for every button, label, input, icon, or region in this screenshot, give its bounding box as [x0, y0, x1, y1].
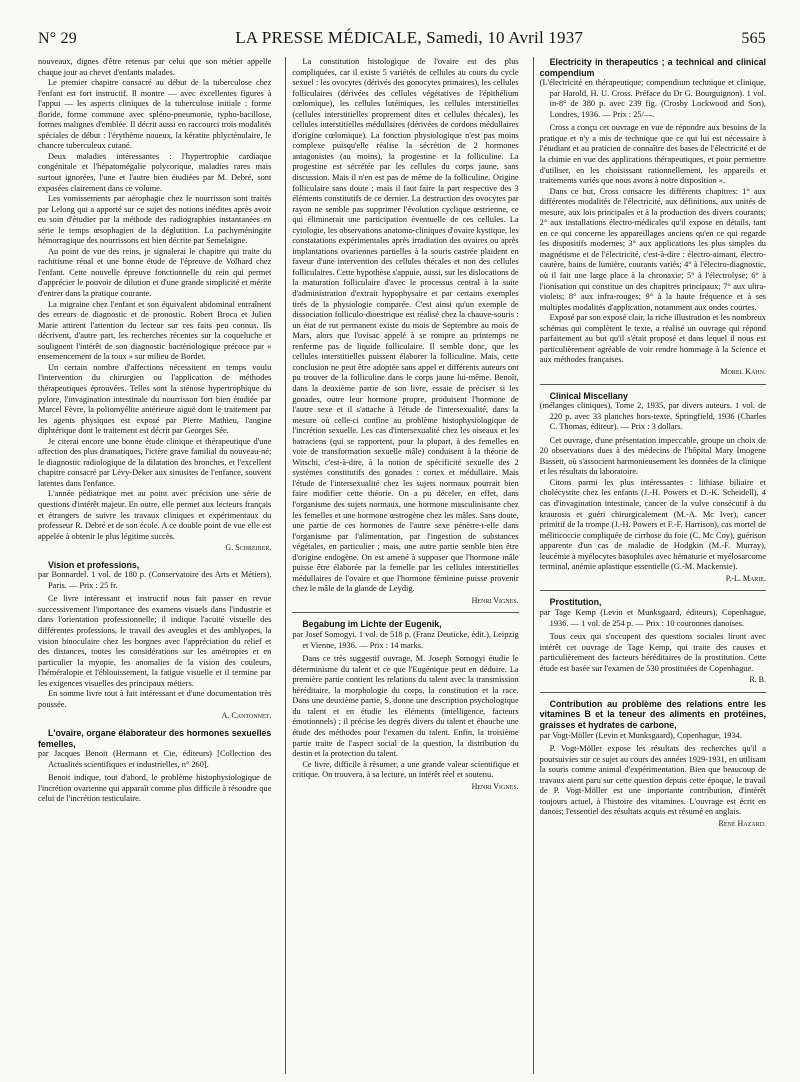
paragraph: La constitution histologique de l'ovaire est des plus compliquées, car il existe 5 variétés de cellules au cours du cycle sexuel : les ovocytes (dérivés des gonocytes primaires), les cellules folliculaires (dérivées des cellules végétatives de l'épithélium cœlomique), les cellules lutéiniques, les cellules interstitielles (cellules interstitielles proprement dites et cellules thécales), les cellules interstitielles médullaires (dérivées de cordons médullaires d'origine cœlomique). La fonction physiologique n'est pas moins complexe puisqu'elle réalise la sécrétion de 2 hormones antagonistes (au moins), la progestine et la folliculine. La progestine est sécrétée par les cellules du corps jaune, sans discussion. Mais il n'en est pas de même de la folliculine. Origine folliculaire sans doute ; mais il faut faire la part respective des 3 éléments constitutifs de ce dernier. La destruction des ovocytes par rayon ne semble pas supprimer l'évolution cyclique œstrienne, ce qui éliminerait une participation éventuelle de ces cellules. La cytologie, les observations anatomo-cliniques d'ovaire kystique, les constatations expérimentales après irradiation des ovaires ou après implantations ovariennes partielles à la souris castrée plaident en faveur d'une intervention des cellules thécales et non des cellules folliculaires. Cette hypothèse s'appuie, aussi, sur les dislocations de la maturation folliculaire d'avec le processus central à la suite d'administration d'extrait hypophysaire et par certains exemples tirés de la physiologie comparée. C'est ainsi qu'un exemple de dissociation folliculo-dioestrique est réalisé chez la chauve-souris : un état de rut permanent existe du mois de Septembre au mois de Mars, alors que l'ovisac appelé à se rompre au printemps ne renferme pas de liquide folliculaire. Il semble donc, que les cellules interstitielles puissent élaborer la folliculine. Mais, cette conclusion ne peut être adoptée sans appel et différents auteurs ont pu trouver de la folliculine dans le corps jaune lui-même. Benoît, dans la deuxième partie de son livre, essaie de préciser si les gonades, outre leur hormone propre, produisent l'hormone de l'autre sexe et il s'attache à l'étude de l'intersexualité, dans la mesure où celle-ci confine au problème histophysiologique de l'incrétion sexuelle. Les cas d'intersexualité chez les oiseaux et les batraciens (qui se rapportent, pour la plupart, à des femelles en voie de transformation sexuelle mâle) conduisent à la théorie de Witschi, c'est-à-dire, à la notion de spécificité sexuelle des 2 systèmes constitutifs des gonades : cortex et médullaire. Mais l'étude de l'intersexualité chez les sujets normaux pourrait bien faire modifier cette théorie. On a pu déceler, en effet, dans l'organisme des sujets normaux, une hormone masculinisante chez les femelles et une hormone œstrogène chez les mâles. Sans doute, une partie de ces hormones de l'autre sexe pénètre-t-elle dans l'organisme par l'alimentation, par l'ingestion de substances végétales, en particulier ; mais, une autre partie semble bien être d'origine endogène. On est amené à supposer que l'hormone mâle puisse être élaborée par la femelle par les cellules interstitielles médullaires de l'ovaire et que l'hormone féminine puisse provenir chez le mâle de la glande de Leydig.: [292, 57, 519, 594]
review-prostitution: [540, 597, 766, 685]
section-divider: [540, 692, 766, 693]
page-number: 565: [741, 30, 766, 47]
column-1: [38, 57, 271, 1074]
review-bibliography: par Jacques Benoit (Hermann et Cie, éditeurs) [Collection des Actualités scientifiques et industrielles, n° 260].: [38, 749, 272, 769]
review-title: Prostitution,: [549, 597, 602, 608]
paragraph: Ce livre intéressant et instructif nous fait passer en revue successivement l'importance des examens visuels dans l'industrie et dans l'orientation professionnelle; il indique l'acuité visuelle des différentes professions, le travail des aveugles et des amblyopes, la vision binoculaire chez les borgnes avec l'appréciation du relief et des distances, toutes les considérations sur les amétropies et en particulier la myopie, les anomalies de la vision des couleurs, l'héméralopie et l'éblouissement, la fatigue visuelle et il termine par les exigences visuelles des principaux métiers.: [38, 594, 272, 688]
paragraph: Exposé par son exposé clair, la riche illustration et les nombreux schémas qui complètent le texte, a réalisé un ouvrage qui répond parfaitement au but qu'il s'était proposé et dans lequel il nous est particulièrement agréable de voir rendre hommage à la Science et aux méthodes françaises.: [539, 313, 766, 365]
section-divider: [540, 590, 766, 591]
paragraph: Les vomissements par aérophagie chez le nourrisson sont traités par Lelong qui a apporté sur ce sujet des notions inédites après avoir eu soin d'étudier par la méthode des radiographies instantanées en série le temps œsophagien de la déglutition. La pachyméningite hémorragique des nourrissons est bien décrite par Semelaigne.: [38, 194, 272, 246]
paragraph: Tous ceux qui s'occupent des questions sociales liront avec intérêt cet ouvrage de Tage Kemp, qui traite des causes et particulièrement des facteurs héréditaires de la prostitution. Cette étude est basée sur l'examen de 530 prostituées de Copenhague.: [539, 632, 766, 673]
paragraph: En somme livre tout à fait intéressant et d'une documentation très poussée.: [38, 689, 272, 709]
review-vitamines: [540, 699, 766, 830]
paragraph: Citons parmi les plus intéressantes : lithiase biliaire et cholécystite chez les enfants (J.-H. Powers et D.-K. Scheidell), 4 cas d'invagination intestinale, cancer de la vulve consécutif à du kraurosis et guéri chirurgicalement (M.-A. Mc Iver), cancer primitif de la trompe (J.-H. Powers et F.-F. Harrison), cas mortel de méliticoccie compliquée de cirrhose du foie (C. Mc Coy), guérison apparente d'un cas de maladie de Hodgkin (M.-F. Murray), leucémie à myélocytes basophiles avec hématurie et myélosarcome terminal, anémie aplastique essentielle (G.-M. Mackensie).: [539, 477, 766, 572]
review-bibliography: par Josef Somogyi. 1 vol. de 518 p. (Franz Deuticke, édit.), Leipzig et Vienne, 1936. — Prix : 14 marks.: [292, 630, 519, 650]
paragraph: nouveaux, dignes d'être retenus par celui que son métier appelle chaque jour au chevet d'enfants malades.: [38, 57, 272, 77]
review-title: Begabung im Lichte der Eugenik,: [302, 619, 442, 630]
review-title: L'ovaire, organe élaborateur des hormones sexuelles femelles,: [38, 727, 272, 749]
review-title: Vision et professions,: [48, 559, 140, 570]
review-bibliography: par Tage Kemp (Levin et Munksgaard, éditeurs), Copenhague, 1936. — 1 vol. de 254 p. — Prix : 10 couronnes danoises.: [539, 607, 766, 628]
review-title: Contribution au problème des relations entre les vitamines B et la teneur des aliments en protéines, graisses et hydrates de carbone,: [539, 698, 766, 730]
paragraph: Cet ouvrage, d'une présentation impeccable, groupe un choix de 20 observations dues à des médecins de l'hôpital Mary Imogene Bassett, où s'associent harmonieusement les données de la clinique et les résultats du laboratoire.: [539, 435, 766, 477]
text-columns: [38, 57, 766, 1074]
issue-number: N° 29: [38, 30, 77, 47]
review-bibliography: (mélanges cliniques), Tome 2, 1935, par divers auteurs. 1 vol. de 220 p. avec 33 planches hors-texte, Springfield, 1936 (Charles C. Thomas, éditeur). — Prix : 3 dollars.: [539, 401, 766, 432]
paragraph: La migraine chez l'enfant et son équivalent abdominal entraînent des erreurs de diagnostic et de pronostic. Robert Broca et Julien Marie attirent l'attention du lecteur sur ces faits peu connus. Ils décrivent, d'autre part, les recherches récentes sur la coqueluche et soulignent l'intérêt de son diagnostic bactériologique précoce par « ensemencement de la toux » sur milieu de Bordet.: [38, 299, 272, 362]
section-divider: [292, 612, 518, 613]
paragraph: P. Vogt-Möller expose les résultats des recherches qu'il a poursuivies sur ce sujet au cours des années 1929-1931, en utilisant la souris comme animal d'expérimentation. Bien que beaucoup de travaux aient paru sur cette question depuis cette époque, le travail de P. Vogt-Möller est une importante contribution, d'intérêt toujours actuel, à l'histoire des vitamines. L'ouvrage est écrit en danois; l'essentiel des résultats acquis est résumé en anglais.: [539, 744, 766, 817]
review-bibliography: par Vogt-Möller (Levin et Munksgaard), Copenhague, 1934.: [539, 730, 742, 740]
page-header: [38, 28, 766, 50]
paragraph: Le premier chapitre consacré au début de la tuberculose chez l'enfant est fort instructif. Il montre — avec excellentes figures à l'appui — les aspects cliniques de la tuberculose initiale : forme floride, forme commune avec spléno-pneumonie, typho-bacillose, formes malignes d'emblée. Il décrit aussi en raccourci trois modalités spéciales de début : l'érythème noueux, la kératite phlycténulaire, le chancre tuberculeux cutané.: [38, 78, 272, 151]
paragraph: Dans ce très suggestif ouvrage, M. Joseph Somogyi étudie le déterminisme du talent et ce que l'Eugénique peut en déduire. La première partie contient les relations du talent avec la transmission héréditaire, la morphologie du corps, la constitution et la race. Dans une deuxième partie, S. donne une description psychologique du talent et en étudie les éléments (intelligence, facteurs émotionnels) ; il précise les degrés divers du talent et ébauche une étude des méthodes pour l'examen du talent. Enfin, la troisième partie traite de l'aspect social de la question, la distribution du destin et la protection du talent.: [292, 654, 519, 759]
column-2: [285, 57, 518, 1074]
paragraph: Benoit indique, tout d'abord, le problème histophysiologique de l'incrétion ovarienne qui apparaît comme plus difficile à résoudre que celui de l'incrétion testiculaire.: [38, 773, 272, 804]
review-signature: Henri Vignes.: [471, 595, 519, 605]
review-ovaire: [38, 728, 271, 805]
review-bibliography: (L'électricité en thérapeutique; compendium technique et clinique, par Harold, H. U. Cross. Préface du Dr G. Bourguignon). 1 vol. in-8° de 380 p. avec 239 fig. (Crosby Lockwood and Son), Londres, 1936. — Prix : 25/—.: [539, 78, 766, 119]
paragraph: Dans ce but, Cross consacre les différents chapitres: 1° aux différentes modalités de l'électricité, aux définitions, aux unités de mesure, aux lois principales et à la production des divers courants; 2° aux installations électro-médicales qu'il expose en détails, tant en ce qui concerne les appareillages anciens qu'en ce qui regarde les dispositifs modernes; 3° aux applications les plus simples du magnétisme et de l'électricité, c'est-à-dire : électro-aimant, électro-cautère, bains de lumière, courants variés; 4° à l'électro-diagnostic, où il fait une large place à la chronaxie; 5° à l'électrolyse; 6° à l'ionisation qui constitue un des chapitres principaux; 7° aux ultra-violets; 8° aux infra-rouges; 9° à la haute fréquence et à ses multiples modalités d'application, notamment aux ondes courtes.: [539, 186, 766, 312]
review-signature: A. Cantonnet.: [221, 711, 272, 721]
review-title: Clinical Miscellany: [549, 390, 628, 401]
column-3: [533, 57, 766, 1074]
review-signature: René Hazard.: [718, 818, 766, 828]
review-begabung: [292, 619, 518, 792]
review-signature: P.-L. Marie.: [725, 573, 766, 583]
review-clinical-miscellany: [540, 391, 766, 585]
review-signature: Henri Vignes.: [471, 781, 519, 791]
review-title: Electricity in therapeutics ; a technical and clinical compendium: [539, 57, 766, 78]
review-signature: Morel Kahn.: [720, 366, 766, 376]
paragraph: Au point de vue des reins, je signalerai le chapitre qui traite du rachitisme rénal et une bonne étude de l'épreuve de Volhard chez l'enfant. Cette nouvelle épreuve fonctionnelle du rein qui permet d'apprécier le pouvoir de dilution et d'une grande simplicité et mérite d'entrer dans la pratique courante.: [38, 246, 272, 299]
section-divider: [540, 384, 766, 385]
review-vision-professions: [38, 560, 271, 722]
paragraph: Deux maladies intéressantes : l'hypertrophie cardiaque congénitale et l'hépatomégalie polycorique, maladies rares mais surtout ignorées, l'une et l'autre bien étudiées par M. Debré, sont exposées clairement dans ce volume.: [38, 151, 272, 193]
paragraph: L'année pédiatrique met au point avec précision une série de questions d'intérêt majeur. En outre, elle permet aux lecteurs français et étrangers de suivre les travaux cliniques et expérimentaux du professeur R. Debré et de son école. A ce double point de vue elle est appelée à obtenir le plus légitime succès.: [38, 489, 272, 541]
paragraph: Ce livre, difficile à résumer, a une grande valeur scientifique et critique. On trouvera, à sa lecture, un intérêt réel et soutenu.: [292, 759, 519, 780]
paragraph: Cross a conçu cet ouvrage en vue de répondre aux besoins de la pratique et n'y a mis de technique que ce qui lui est nécessaire à l'étudiant et au praticien de connaître des bases de l'électricité et de la chimie en vue des applications thérapeutiques, et pour permettre d'utiliser, en les choisissant rationnellement, les appareils et traitements variés que nous avons à notre disposition ».: [539, 123, 766, 186]
paragraph: Un certain nombre d'affections nécessitent en temps voulu l'intervention du chirurgien ou l'application de méthodes thérapeutiques éprouvées. Telles sont la sténose hypertrophique du pylore, l'invagination intestinale du nourrisson fort bien étudiée par Marcel Fèvre, la poliomyélite antérieure aiguë dont le traitement par les agents physiques est exposé par Pierre Mathieu, l'angine diphtérique dont le traitement est décrit par Georges Sée.: [38, 362, 272, 436]
review-bibliography: par Bonnardel. 1 vol. de 180 p. (Conservatoire des Arts et Métiers), Paris. — Prix : 25 fr.: [38, 570, 272, 590]
paragraph: Je citerai encore une bonne étude clinique et thérapeutique d'une affection des plus dramatiques, l'ictère grave familial du nouveau-né; le diagnostic radiologique de la dilatation des bronches, et l'excellent chapitre consacré par Lévy-Deker aux sinusites de l'enfance, souvent latentes dans l'enfance.: [38, 436, 272, 488]
journal-title: LA PRESSE MÉDICALE, Samedi, 10 Avril 1937: [235, 28, 584, 47]
review-signature: R. B.: [749, 675, 766, 685]
review-electricity: [540, 57, 766, 378]
review-signature: G. Schreiber.: [225, 543, 272, 553]
